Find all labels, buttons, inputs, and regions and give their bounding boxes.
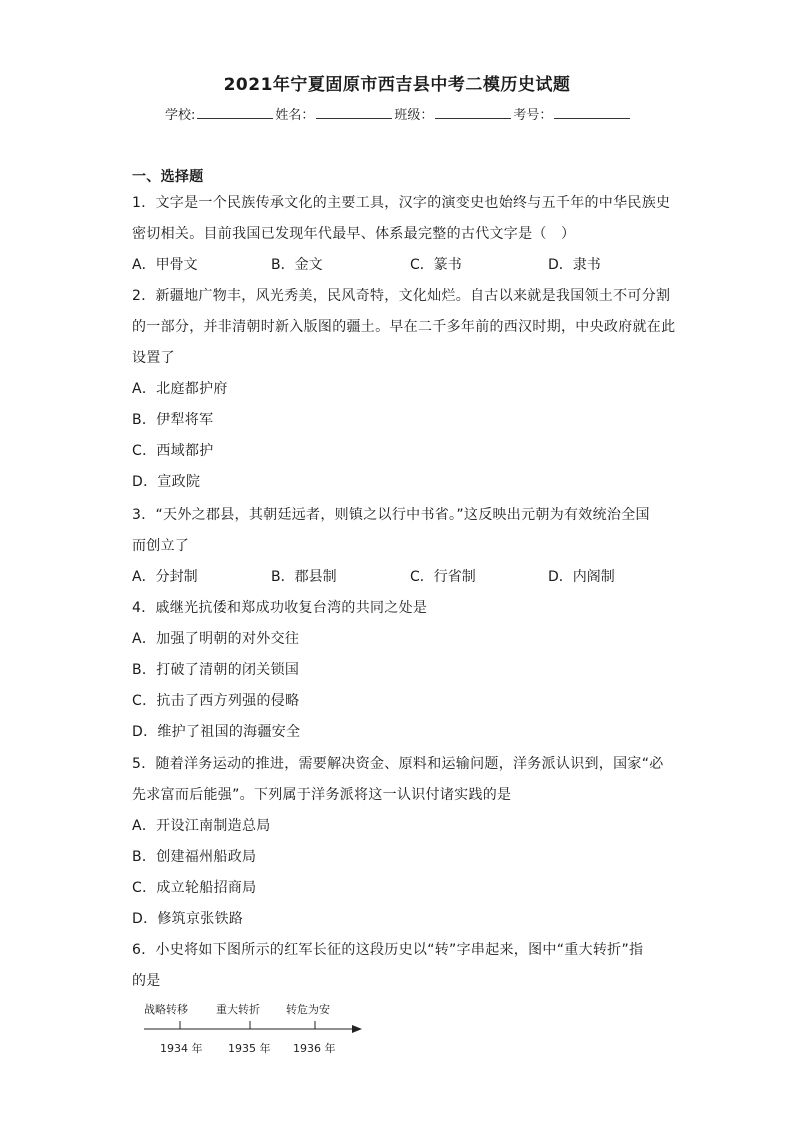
student-info-row	[165, 104, 632, 123]
q3-stem-line2: 而创立了	[132, 538, 190, 554]
q2-option-a[interactable]: A．北庭都护府	[132, 381, 228, 397]
q2-option-b[interactable]: B．伊犁将军	[132, 412, 214, 428]
section-heading: 一、选择题	[132, 169, 204, 185]
timeline-stage-1: 战略转移	[144, 1003, 188, 1016]
q1-option-d[interactable]: D．隶书	[548, 257, 601, 273]
name-blank[interactable]	[316, 104, 392, 119]
q5-option-b[interactable]: B．创建福州船政局	[132, 849, 257, 865]
q4-stem-line1: 4．戚继光抗倭和郑成功收复台湾的共同之处是	[132, 600, 428, 616]
class-blank[interactable]	[435, 104, 511, 119]
q2-option-d[interactable]: D．宣政院	[132, 474, 201, 490]
q3-stem-line1: 3．“天外之郡县，其朝廷远者，则镇之以行中书省。”这反映出元朝为有效统治全国	[132, 507, 650, 523]
q1-stem-line1: 1．文字是一个民族传承文化的主要工具，汉字的演变史也始终与五千年的中华民族史	[132, 195, 671, 211]
q2-stem-line1: 2．新疆地广物丰，风光秀美，民风奇特，文化灿烂。自古以来就是我国领土不可分割	[132, 288, 671, 304]
q4-option-c[interactable]: C．抗击了西方列强的侵略	[132, 693, 300, 709]
q2-stem-line2: 的一部分，并非清朝时新入版图的疆土。早在二千多年前的西汉时期，中央政府就在此	[132, 319, 676, 335]
q3-option-b[interactable]: B．郡县制	[271, 569, 337, 585]
number-label: 考号：	[513, 108, 553, 123]
q4-option-d[interactable]: D．维护了祖国的海疆安全	[132, 724, 301, 740]
q1-stem-line2: 密切相关。目前我国已发现年代最早、体系最完整的古代文字是（ ）	[132, 226, 576, 242]
q6-stem-line1: 6．小史将如下图所示的红军长征的这段历史以“转”字串起来，图中“重大转折”指	[132, 942, 644, 958]
timeline-stage-3: 转危为安	[286, 1003, 330, 1016]
number-blank[interactable]	[554, 104, 630, 119]
school-blank[interactable]	[197, 104, 273, 119]
q1-option-c[interactable]: C．篆书	[410, 257, 462, 273]
q3-option-c[interactable]: C．行省制	[410, 569, 476, 585]
timeline-year-1935: 1935 年	[228, 1042, 271, 1055]
timeline-year-1934: 1934 年	[160, 1042, 203, 1055]
name-label: 姓名：	[275, 108, 315, 123]
timeline-stage-2: 重大转折	[216, 1003, 260, 1016]
q3-option-a[interactable]: A．分封制	[132, 569, 198, 585]
q5-stem-line1: 5．随着洋务运动的推进，需要解决资金、原料和运输问题，洋务派认识到，国家“必	[132, 756, 664, 772]
q2-stem-line3: 设置了	[132, 350, 175, 366]
q2-option-c[interactable]: C．西域都护	[132, 443, 214, 459]
q5-option-d[interactable]: D．修筑京张铁路	[132, 911, 244, 927]
q4-option-a[interactable]: A．加强了明朝的对外交往	[132, 631, 300, 647]
class-label: 班级：	[394, 108, 434, 123]
q4-option-b[interactable]: B．打破了清朝的闭关锁国	[132, 662, 300, 678]
q5-option-c[interactable]: C．成立轮船招商局	[132, 880, 257, 896]
q1-option-a[interactable]: A．甲骨文	[132, 257, 198, 273]
page-title: 2021年宁夏固原市西吉县中考二模历史试题	[223, 75, 571, 95]
q5-option-a[interactable]: A．开设江南制造总局	[132, 818, 271, 834]
q5-stem-line2: 先求富而后能强”。下列属于洋务派将这一认识付诸实践的是	[132, 787, 512, 803]
long-march-timeline	[140, 997, 380, 1067]
q3-option-d[interactable]: D．内阁制	[548, 569, 615, 585]
timeline-arrow-icon	[352, 1025, 362, 1033]
q6-stem-line2: 的是	[132, 973, 161, 989]
school-label: 学校:	[165, 108, 196, 123]
timeline-year-1936: 1936 年	[293, 1042, 336, 1055]
q1-option-b[interactable]: B．金文	[271, 257, 323, 273]
